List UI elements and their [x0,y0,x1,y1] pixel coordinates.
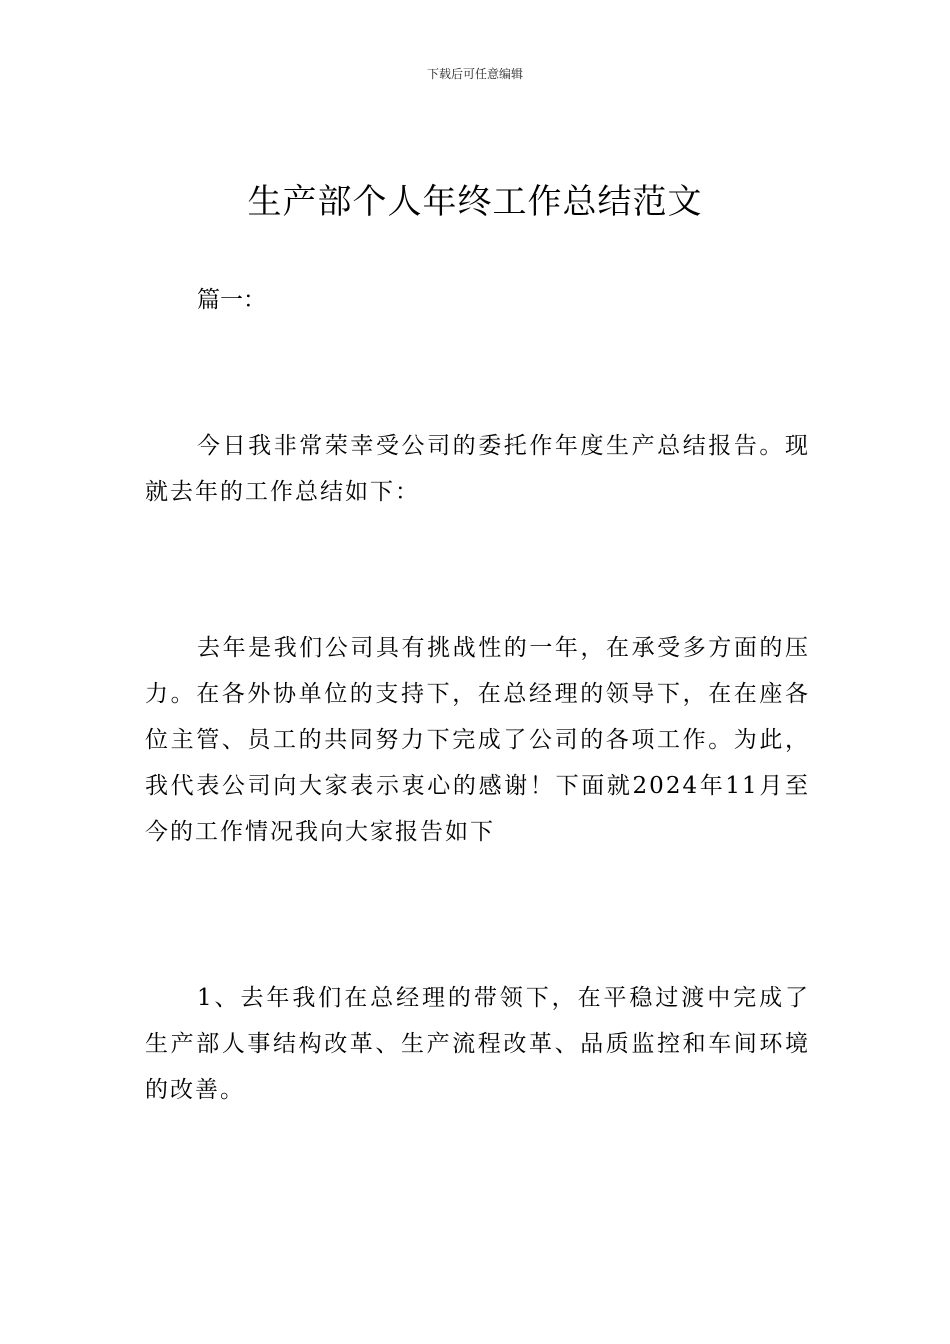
paragraph-overview: 去年是我们公司具有挑战性的一年，在承受多方面的压力。在各外协单位的支持下，在总经理的领导下，在在座各位主管、员工的共同努力下完成了公司的各项工作。为此，我代表公司向大家表示衷心的感谢！下面就2024年11月至今的工作情况我向大家报告如下 [145,635,810,845]
section-label: 篇一： [197,287,266,313]
page-header-note: 下载后可任意编辑 [426,67,523,81]
paragraph-intro: 今日我非常荣幸受公司的委托作年度生产总结报告。现就去年的工作总结如下： [145,433,810,505]
document-title: 生产部个人年终工作总结范文 [247,182,703,222]
paragraph-item-1: 1、去年我们在总经理的带领下，在平稳过渡中完成了生产部人事结构改革、生产流程改革、品质监控和车间环境的改善。 [145,985,810,1103]
